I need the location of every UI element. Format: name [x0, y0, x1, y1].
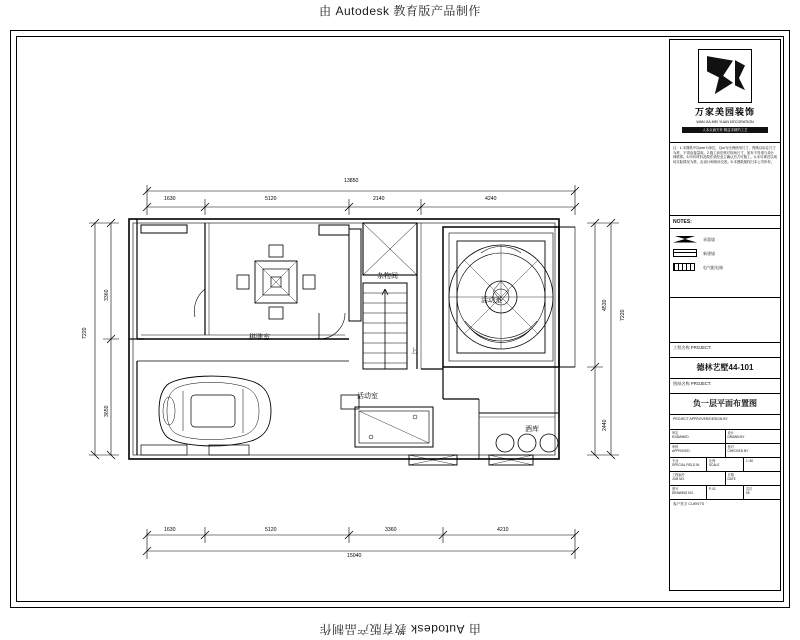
job-no-label: 工程编号 — [672, 473, 685, 477]
scale-cell — [707, 458, 744, 471]
dim-top-seg-3: 2140 — [373, 196, 385, 202]
scale-value: 1: 80 — [746, 459, 754, 463]
checked-value: CHECKED BY — [727, 449, 749, 453]
room-label-activity-upper: 活动室 — [481, 297, 502, 304]
signoff-row-2 — [670, 444, 780, 458]
dim-right-total: 7220 — [620, 309, 626, 321]
approved-label: 审核 — [672, 445, 679, 449]
job-no-value: JOB NO. — [672, 477, 685, 481]
scale-label: 比例 — [709, 459, 716, 463]
signoff-row-4 — [670, 472, 780, 486]
client-signature-line: 客户签字 CLIENT'S — [673, 502, 705, 506]
dim-right-seg-2: 2440 — [602, 419, 608, 431]
dim-bottom-total: 15040 — [347, 553, 362, 559]
dim-right-seg-1: 4530 — [602, 299, 608, 311]
dim-top-seg-4: 4240 — [485, 196, 497, 202]
legend-item-bearing-wall — [673, 232, 777, 246]
distribution-box-icon — [673, 263, 699, 271]
dim-left-total: 7220 — [82, 327, 88, 339]
project-name: 德林艺墅44-101 — [670, 358, 780, 379]
legend-item-new-wall — [673, 246, 777, 260]
room-label-majiang: 棋牌室 — [249, 334, 270, 341]
dim-top-seg-2: 5120 — [265, 196, 277, 202]
dim-bottom-seg-2: 5120 — [265, 527, 277, 533]
watermark-bottom: 由 Autodesk 教育版产品制作 — [319, 622, 481, 636]
special-field-value: SPECIAL FIELD IN — [672, 463, 700, 467]
blank-area — [670, 298, 780, 343]
dim-bottom-seg-3: 3360 — [385, 527, 397, 533]
drawn-cell — [726, 430, 781, 443]
company-name-en: WAN JIA MEI YUAN DECORATION — [696, 120, 754, 125]
checked-label: 校对 — [727, 445, 734, 449]
project-label: 工程名称 PROJECT: — [670, 343, 780, 358]
drawn-label: 设计 — [727, 431, 734, 435]
stair-direction-label: 上 — [411, 349, 418, 355]
signoff-row-3 — [670, 458, 780, 472]
examined-cell — [670, 430, 726, 443]
dim-top-seg-1: 1630 — [164, 196, 176, 202]
company-name: 万家美园装饰 — [694, 107, 755, 118]
drawn-value: DRAWN BY — [727, 435, 745, 439]
plan-vector — [19, 39, 667, 591]
watermark-top: 由 Autodesk 教育版产品制作 — [319, 4, 481, 18]
room-label-storage: 杂物间 — [377, 273, 398, 280]
new-wall-icon — [673, 249, 699, 257]
signoff-row-5 — [670, 486, 780, 500]
approved-cell — [670, 444, 726, 457]
dim-bottom-seg-4: 4210 — [497, 527, 509, 533]
job-no-cell — [670, 472, 726, 485]
legend-label-new-wall: 新建墙 — [703, 250, 715, 256]
approved-value: APPROVED — [672, 449, 690, 453]
drawing-no-cell — [670, 486, 707, 499]
drawing-name: 负一层平面布置图 — [670, 394, 780, 415]
notes-heading: NOTES: — [670, 216, 780, 229]
scale-sub: SCALE — [709, 463, 720, 467]
general-notes-text: 注：1.本图纸中以mm为单位，以m为比例使用尺寸，图纸以标注尺寸为准，不得直接量取。2.施工前应核对现场尺寸，如有不符请与设计师联系。3.所有材料及做法须经业主确认后方可施工。4.未尽事宜以现场实际情况为准，由设计师现场交底。5.本图纸版权归本公司所有。 — [670, 143, 780, 216]
company-slogan: 人本点滴关怀 精益求精的工艺 — [682, 127, 768, 133]
legend-item-distribution-box — [673, 260, 777, 274]
approver-line: PROJECT APPROVER/DESIGN BY — [670, 415, 780, 430]
page-cell — [744, 486, 780, 499]
floor-plan — [19, 39, 667, 591]
room-label-wine-cellar: 酒库 — [525, 426, 539, 433]
special-field-label: 专业 — [672, 459, 679, 463]
date-value: DATE — [727, 477, 736, 481]
drawing-no-value: P-01 — [709, 487, 716, 491]
drawing-no-label: 图号 — [672, 487, 679, 491]
examined-value: EXAMINED — [672, 435, 689, 439]
legend-label-distribution-box: 电气配电箱 — [703, 264, 723, 270]
special-field-cell — [670, 458, 707, 471]
company-logo-area — [670, 40, 780, 143]
dim-top-total: 13850 — [344, 178, 359, 184]
page-value: 05 — [746, 491, 750, 495]
legend-label-bearing-wall: 承重墙 — [703, 236, 715, 242]
dim-bottom-seg-1: 1630 — [164, 527, 176, 533]
dim-left-seg-2: 3650 — [104, 405, 110, 417]
title-block — [669, 39, 781, 591]
drawing-no-sub: DRAWING NO. — [672, 491, 694, 495]
examined-label: 审定 — [672, 431, 679, 435]
legend — [670, 229, 780, 298]
dim-left-seg-1: 3360 — [104, 289, 110, 301]
drawing-no-value-cell — [707, 486, 744, 499]
date-cell — [726, 472, 781, 485]
page-label: 页次 — [746, 487, 753, 491]
scale-value-cell — [744, 458, 780, 471]
drawing-label: 图纸名称 PROJECT: — [670, 379, 780, 394]
signoff-row-1 — [670, 430, 780, 444]
company-logo-icon — [698, 49, 752, 103]
bearing-wall-icon — [673, 235, 699, 243]
drawing-sheet — [10, 30, 790, 608]
date-label: 日期 — [727, 473, 734, 477]
checked-cell — [726, 444, 781, 457]
room-label-activity-lower: 活动室 — [357, 393, 378, 400]
